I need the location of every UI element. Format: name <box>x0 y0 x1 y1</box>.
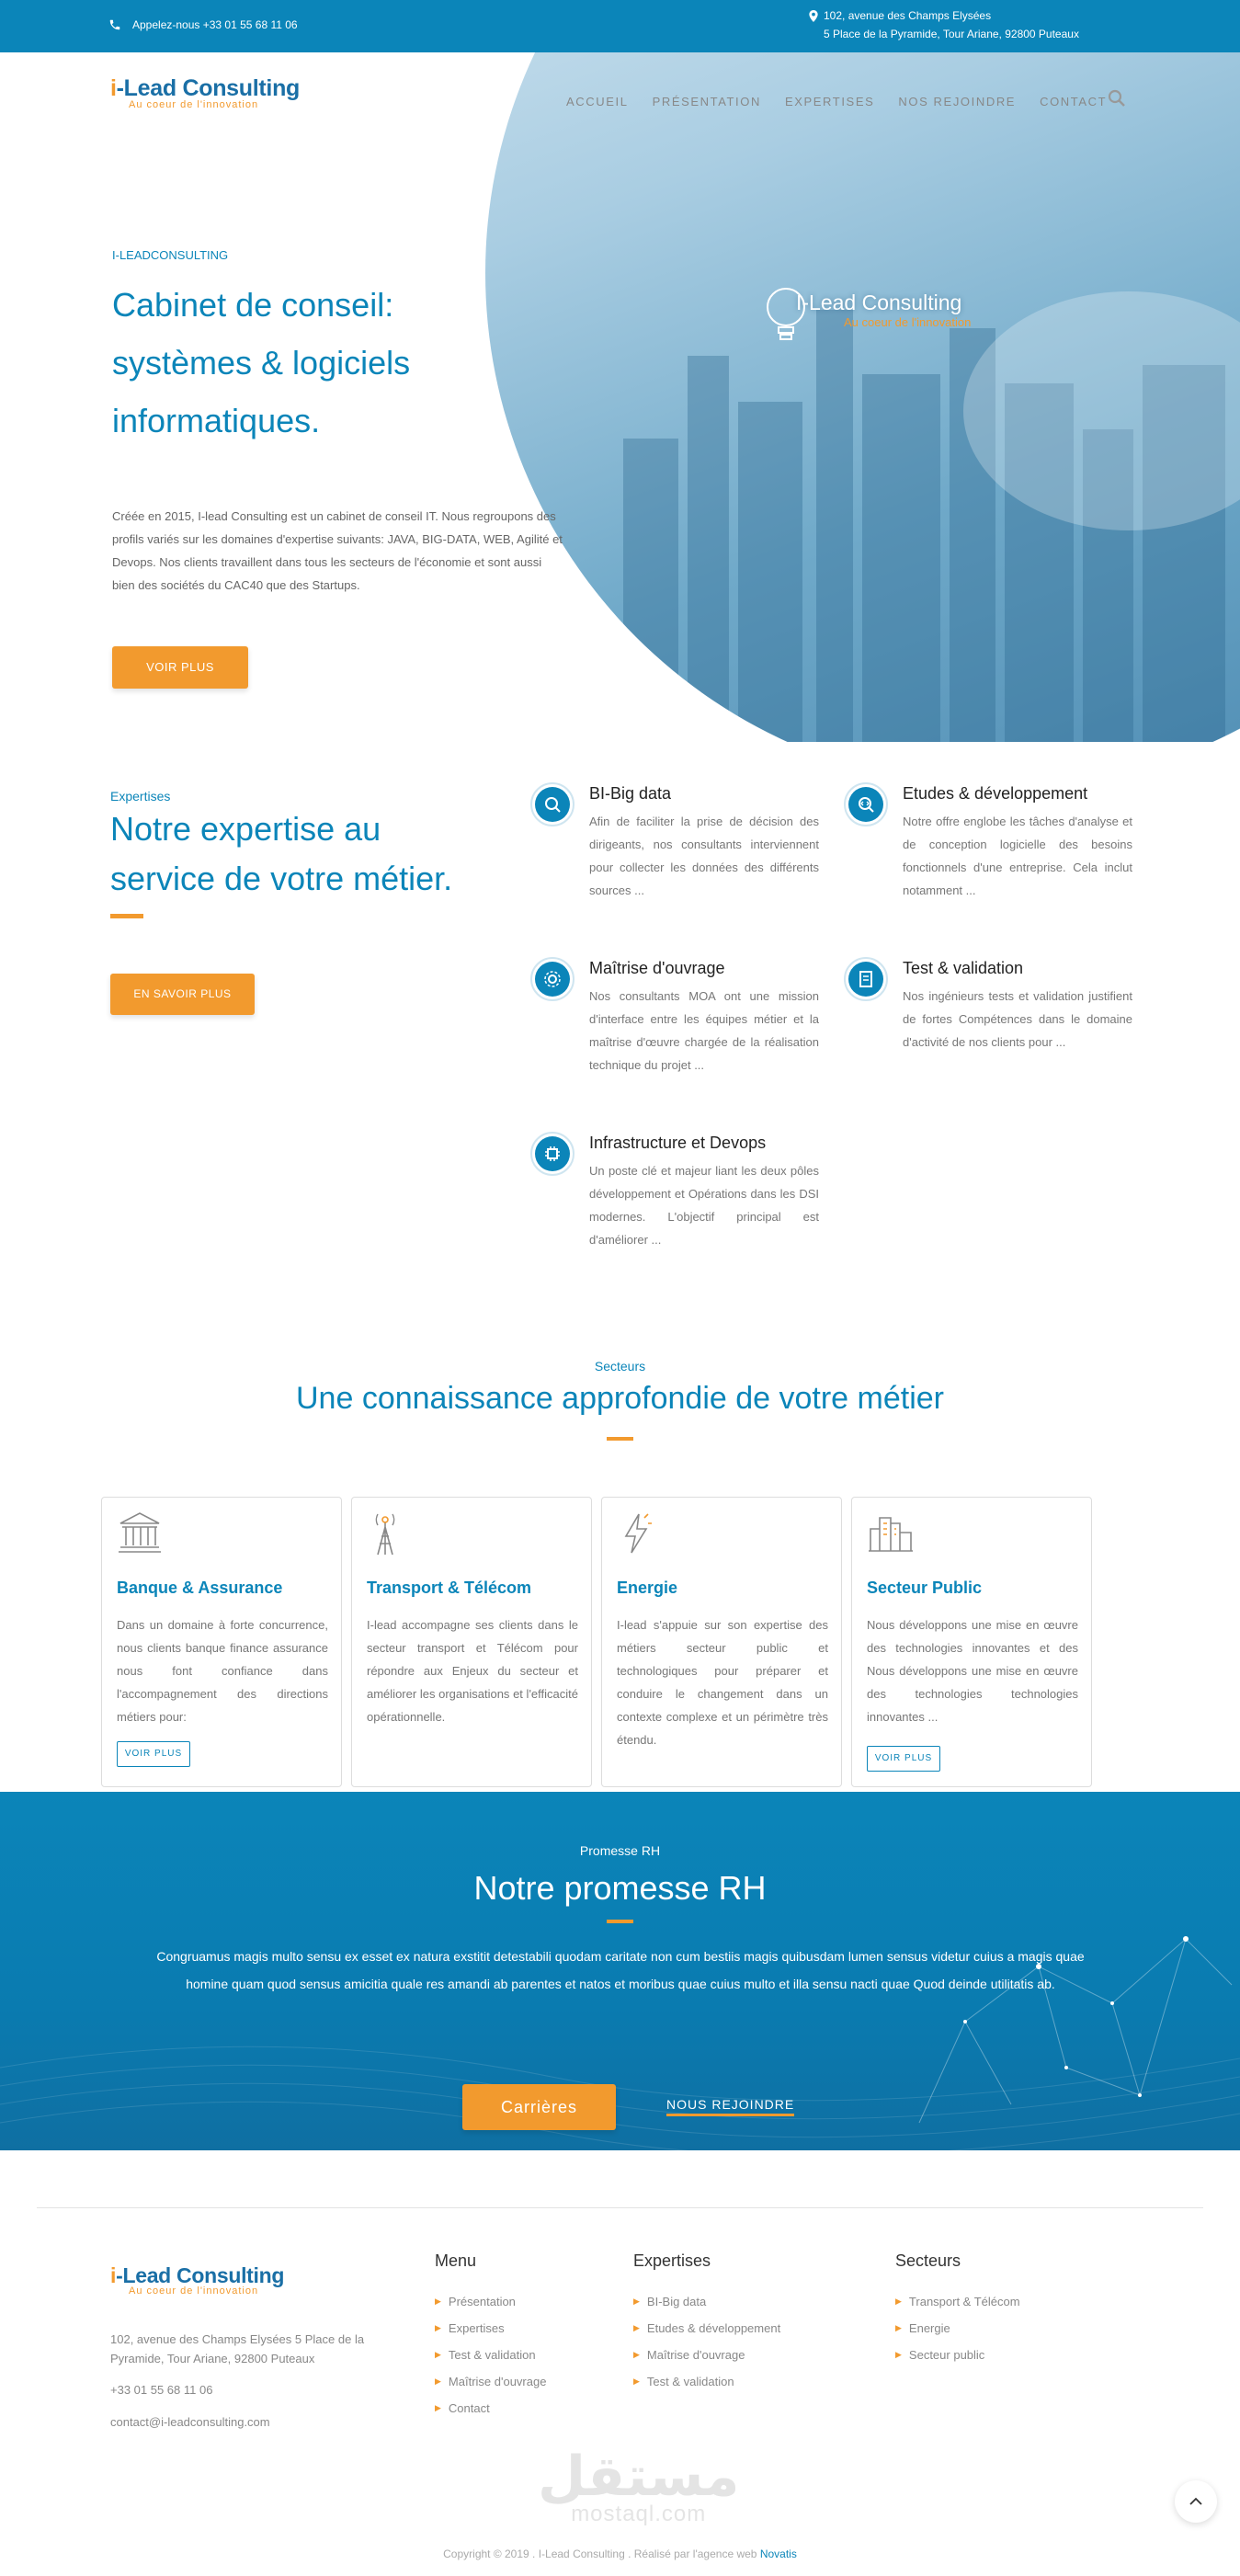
footer-link-label: Test & validation <box>646 2375 734 2388</box>
footer-link-label: Etudes & développement <box>646 2321 781 2335</box>
arrow-right-icon: ▶ <box>435 2323 441 2332</box>
footer-link[interactable] <box>435 2348 546 2362</box>
card-title: Transport & Télécom <box>367 1579 532 1597</box>
footer-link[interactable] <box>895 2348 1020 2362</box>
hero-eyebrow: I-LEADCONSULTING <box>112 248 229 262</box>
nav-expertises[interactable]: EXPERTISES <box>784 95 875 108</box>
footer-link-label: Présentation <box>448 2295 516 2308</box>
document-check-icon <box>857 970 875 988</box>
service-icon <box>530 957 574 1001</box>
service-text: Nos ingénieurs tests et validation justifient de fortes Compétences dans le domaine d'activité de nos clients pour ... <box>903 989 1132 1049</box>
footer-divider <box>37 2207 1203 2208</box>
chip-icon <box>543 1145 562 1163</box>
footer-expertises-title: Expertises <box>633 2251 711 2270</box>
nav-presentation[interactable]: PRÉSENTATION <box>652 95 761 108</box>
bank-icon <box>117 1510 163 1555</box>
chevron-up-icon <box>1189 2497 1202 2506</box>
search-button[interactable] <box>1108 89 1126 112</box>
expertises-eyebrow: Expertises <box>110 789 171 804</box>
top-phone-text: Appelez-nous +33 01 55 68 11 06 <box>132 18 298 31</box>
nav-contact[interactable]: CONTACT <box>1040 95 1108 108</box>
main-nav <box>566 95 1107 108</box>
footer-menu-title: Menu <box>435 2251 477 2270</box>
footer-link[interactable] <box>435 2295 546 2308</box>
service-icon <box>530 1132 574 1176</box>
expertises-title-line: Notre expertise au <box>110 810 381 848</box>
footer-contact <box>110 2330 377 2432</box>
footer-link[interactable] <box>435 2401 546 2415</box>
antenna-icon <box>367 1510 404 1556</box>
expertises-title-line: service de votre métier. <box>110 860 453 897</box>
voir-plus-button[interactable]: VOIR PLUS <box>112 646 248 689</box>
footer-link[interactable] <box>633 2321 780 2335</box>
nous-rejoindre-link[interactable]: NOUS REJOINDRE <box>666 2097 794 2116</box>
service-icon <box>530 782 574 826</box>
footer-link[interactable] <box>633 2375 780 2388</box>
footer-secteurs <box>895 2251 1020 2375</box>
service-title: Etudes & développement <box>903 784 1088 803</box>
en-savoir-plus-button[interactable]: EN SAVOIR PLUS <box>110 974 255 1015</box>
card-text: Dans un domaine à forte concurrence, nous clients banque finance assurance nous font confiance dans l'accompagnement des directions métiers pour: <box>117 1618 328 1724</box>
card-text: I-lead s'appuie sur son expertise des métiers secteur public et technologiques pour préparer et conduire le changement dans un contexte complexe et un périmètre très étendu. <box>617 1618 828 1747</box>
code-search-icon <box>857 795 875 814</box>
arrow-right-icon: ▶ <box>633 2377 640 2386</box>
footer-address: 102, avenue des Champs Elysées 5 Place de la Pyramide, Tour Ariane, 92800 Puteaux <box>110 2332 365 2365</box>
logo-tagline: Au coeur de l'innovation <box>129 99 259 110</box>
service-text: Afin de faciliter la prise de décision des dirigeants, nos consultants interviennent pour collecter les données des différents sources ... <box>589 815 819 897</box>
arrow-right-icon: ▶ <box>633 2323 640 2332</box>
hero-title-line: informatiques. <box>112 402 321 439</box>
nav-accueil[interactable]: ACCUEIL <box>566 95 629 108</box>
hero-title-line: Cabinet de conseil: <box>112 286 394 324</box>
hero-description: Créée en 2015, I-lead Consulting est un cabinet de conseil IT. Nous regroupons des profils variés sur les domaines d'expertise suivants: JAVA, BIG-DATA, WEB, Agilité et Devops. Nos clients travaillent dans tous les secteurs de l'économie et sont aussi bien des sociétés du CAC40 que des Startups. <box>112 509 563 592</box>
title-underline <box>110 914 143 918</box>
footer-link[interactable] <box>895 2295 1020 2308</box>
top-bar <box>0 0 1240 52</box>
footer-expertises <box>633 2251 780 2401</box>
arrow-right-icon: ▶ <box>435 2377 441 2386</box>
back-to-top-button[interactable] <box>1175 2480 1217 2523</box>
logo-tagline: Au coeur de l'innovation <box>129 2285 259 2297</box>
footer-link[interactable] <box>895 2321 1020 2335</box>
phone-icon <box>108 18 121 31</box>
footer-link-label: Maîtrise d'ouvrage <box>646 2348 745 2362</box>
logo-initial: i <box>110 2263 117 2287</box>
arrow-right-icon: ▶ <box>895 2297 902 2306</box>
service-icon <box>844 957 888 1001</box>
hero-disc <box>485 52 1240 742</box>
lightning-icon <box>617 1510 654 1556</box>
card-energie <box>601 1497 842 1787</box>
promesse-title: Notre promesse RH <box>473 1869 767 1907</box>
analytics-icon <box>543 795 562 814</box>
hero-art-title: I-Lead Consulting <box>796 291 962 314</box>
expertises-title <box>110 804 478 904</box>
service-icon <box>844 782 888 826</box>
title-underline <box>607 1920 633 1923</box>
arrow-right-icon: ▶ <box>895 2323 902 2332</box>
service-text: Nos consultants MOA ont une mission d'interface entre les équipes métier et la maîtrise d'œuvre chargée de la réalisation technique du projet ... <box>589 989 819 1072</box>
watermark-latin: mostaql.com <box>571 2502 707 2526</box>
map-pin-icon <box>809 10 818 22</box>
footer-link-label: BI-Big data <box>646 2295 707 2308</box>
bulb-icon <box>765 285 807 359</box>
secteurs-eyebrow: Secteurs <box>594 1359 646 1373</box>
arrow-right-icon: ▶ <box>895 2350 902 2359</box>
promesse-eyebrow: Promesse RH <box>579 1843 661 1858</box>
promesse-text: Congruamus magis multo sensu ex esset ex natura exstitit detestabili quodam caritate non cum bestiis magis quibusdam lumen sensus videtur cuius a magis quae homine quam quod sensus amicitia quale res amandi ab parentes et natos et moribus quae cuius multo et illa sensu nacti quae Quod deinde utilitatis ab. <box>156 1949 1085 1991</box>
footer-logo[interactable] <box>110 2263 284 2297</box>
nav-nous-rejoindre[interactable]: NOS REJOINDRE <box>898 95 1017 108</box>
service-text: Un poste clé et majeur liant les deux pôles développement et Opérations dans les DSI modernes. L'objectif principal est d'améliorer ... <box>589 1164 819 1247</box>
service-text: Notre offre englobe les tâches d'analyse et de conception logicielle des besoins fonctionnels d'une entreprise. Cela inclut notamment ... <box>903 815 1132 897</box>
footer-link-label: Test & validation <box>448 2348 536 2362</box>
card-title: Energie <box>617 1579 678 1597</box>
footer-link-label: Secteur public <box>908 2348 985 2362</box>
footer-secteurs-title: Secteurs <box>895 2251 961 2270</box>
service-title: BI-Big data <box>589 784 672 803</box>
top-address <box>809 6 1079 43</box>
secteurs-cards <box>101 1497 1092 1787</box>
arrow-right-icon: ▶ <box>435 2297 441 2306</box>
footer-link-label: Expertises <box>448 2321 505 2335</box>
footer-phone[interactable]: +33 01 55 68 11 06 <box>110 2383 213 2397</box>
watermark <box>538 2445 739 2527</box>
card-title: Secteur Public <box>867 1579 983 1597</box>
footer-link-label: Energie <box>908 2321 950 2335</box>
card-text: I-lead accompagne ses clients dans le secteur transport et Télécom pour répondre aux Enjeux du secteur et améliorer les organisations et l'efficacité opérationnelle. <box>367 1618 578 1724</box>
search-icon <box>1108 89 1126 108</box>
service-title: Maîtrise d'ouvrage <box>589 959 725 977</box>
footer-link-label: Transport & Télécom <box>908 2295 1020 2308</box>
carrieres-button[interactable]: Carrières <box>462 2084 616 2130</box>
gear-brain-icon <box>543 970 562 988</box>
footer-email[interactable]: contact@i-leadconsulting.com <box>110 2415 270 2429</box>
arrow-right-icon: ▶ <box>435 2350 441 2359</box>
title-underline <box>607 1437 633 1441</box>
service-title: Test & validation <box>903 959 1024 977</box>
hero-art-tagline: Au coeur de l'innovation <box>844 315 972 329</box>
hero-image <box>485 52 1240 742</box>
footer-link[interactable] <box>633 2348 780 2362</box>
card-text: Nous développons une mise en œuvre des technologies innovantes et des Nous développons une mise en œuvre des technologies technologies innovantes ... <box>867 1618 1078 1724</box>
city-icon <box>867 1510 915 1555</box>
logo-text: -Lead Consulting <box>116 75 301 101</box>
promesse-rh-section <box>0 1792 1240 2150</box>
card-transport-telecom <box>351 1497 592 1787</box>
footer-link-label: Maîtrise d'ouvrage <box>448 2375 547 2388</box>
watermark-arabic: مستقل <box>538 2445 740 2509</box>
logo-initial: i <box>110 75 117 101</box>
agency-link[interactable]: Novatis <box>759 2548 797 2560</box>
footer-link-label: Contact <box>448 2401 490 2415</box>
card-banque-assurance <box>101 1497 342 1787</box>
footer-link[interactable] <box>633 2295 780 2308</box>
copyright-text: Copyright © 2019 . I-Lead Consulting . Réalisé par l'agence web <box>443 2548 757 2560</box>
card-voir-plus-button[interactable]: VOIR PLUS <box>867 1746 940 1772</box>
top-phone[interactable] <box>108 18 298 31</box>
hero-title <box>112 276 544 450</box>
arrow-right-icon: ▶ <box>435 2403 441 2412</box>
footer-link[interactable] <box>435 2321 546 2335</box>
top-address-line2: 5 Place de la Pyramide, Tour Ariane, 92800 Puteaux <box>824 28 1079 40</box>
card-voir-plus-button[interactable]: VOIR PLUS <box>117 1741 190 1767</box>
copyright <box>0 2548 1240 2560</box>
top-address-line1: 102, avenue des Champs Elysées <box>824 9 992 22</box>
hero-art-logo <box>765 291 971 329</box>
card-secteur-public <box>851 1497 1092 1787</box>
card-title: Banque & Assurance <box>117 1579 283 1597</box>
service-title: Infrastructure et Devops <box>589 1134 767 1152</box>
arrow-right-icon: ▶ <box>633 2350 640 2359</box>
header-logo[interactable] <box>110 75 300 110</box>
footer-menu <box>435 2251 546 2428</box>
logo-text: -Lead Consulting <box>116 2263 285 2287</box>
secteurs-title: Une connaissance approfondie de votre métier <box>296 1381 944 1416</box>
footer-link[interactable] <box>435 2375 546 2388</box>
arrow-right-icon: ▶ <box>633 2297 640 2306</box>
hero-title-line: systèmes & logiciels <box>112 344 411 382</box>
